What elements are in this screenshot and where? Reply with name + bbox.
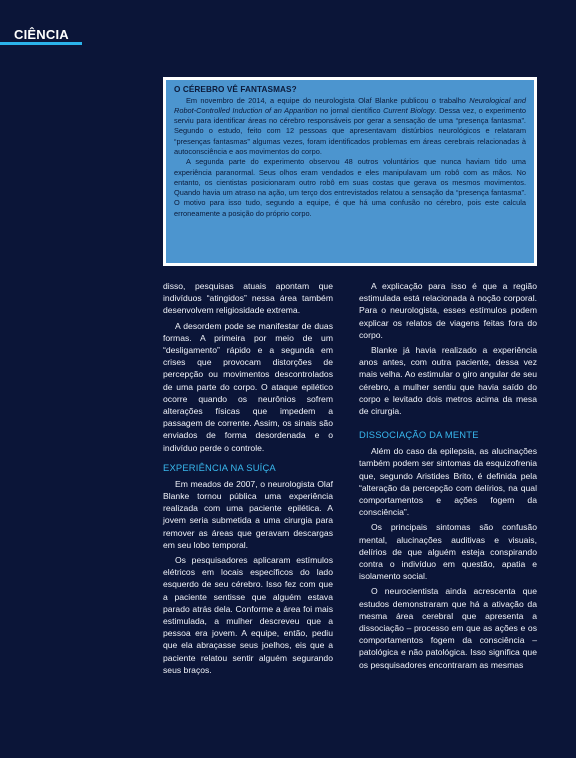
box-p1-text-a: Em novembro de 2014, a equipe do neurologista Olaf Blanke publicou o trabalho	[186, 95, 470, 105]
right-paragraph-1: A explicação para isso é que a região estimulada está relacionada à noção corporal. Para o neurologista, esses estímulos podem explicar os relatos de viagens feitas fora do corpo.	[359, 281, 537, 340]
section-underline	[0, 42, 82, 45]
right-paragraph-5: O neurocientista ainda acrescenta que estudos demonstraram que há a ativação da mesma área cerebral que apresenta a dissociação – processo em que as ações e os comportamentos fogem da consciência – patológica e não patológica. Isso significa que os pesquisadores encontraram as mesmas	[359, 586, 537, 670]
box-title: O CÉREBRO VÊ FANTASMAS?	[174, 85, 297, 94]
box-p1-text-b: no jornal científico	[317, 105, 384, 115]
subheading-experiencia-suica: EXPERIÊNCIA NA SUÍÇA	[163, 461, 276, 473]
right-paragraph-2: Blanke já havia realizado a experiência anos antes, com outra paciente, dessa vez mais velha. Ao estimular o giro angular de seu cérebro, a mulher sentiu que havia saído do corpo e levitado dois metros acima da mesa de cirurgia.	[359, 345, 537, 417]
left-paragraph-3: Em meados de 2007, o neurologista Olaf Blanke tornou pública uma experiência realizada com uma paciente epilética. A jovem seria submetida a uma cirurgia para remover as áreas que geravam descargas em seu lobo temporal.	[163, 478, 333, 550]
box-paragraph-1	[174, 96, 526, 158]
right-paragraph-3: Além do caso da epilepsia, as alucinações também podem ser sintomas da esquizofrenia que, segundo Aristides Brito, é definida pela “alteração da percepção com delírios, na qual comportamentos e ações fogem da consciência”.	[359, 446, 537, 518]
box-p1-article-title: Neurological and Robot-Controlled Induction of an Apparition	[174, 95, 526, 115]
sidebar-box	[163, 77, 537, 266]
box-p1-text-c: . Dessa vez, o experimento serviu para identificar áreas no cérebro responsáveis por gerar a sensação de uma “presença fantasma”. Segundo o estudo, feito com 12 pessoas que apresentavam distúrbios neurológicos e relataram “presenças fantasmas” algumas vezes, foram identificados problemas em áreas cerebrais relacionadas à autoconsciência e aos movimentos do corpo.	[174, 105, 527, 156]
right-paragraph-4: Os principais sintomas são confusão mental, alucinações auditivas e visuais, delírios de que alguém esteja conspirando contra o indivíduo em questão, apatia e isolamento social.	[359, 522, 537, 582]
box-paragraph-2: A segunda parte do experimento observou 48 outros voluntários que nunca haviam tido uma experiência paranormal. Seus olhos eram vendados e eles manipulavam um robô com as mãos. No entanto, os cientistas posicionaram outro robô em suas costas que gerava os mesmos movimentos. Quando havia um atraso na ação, um terço dos entrevistados relatou a sensação da “presença fantasma”. O motivo para isso tudo, segundo a equipe, é que há uma confusão no cérebro, pois este calcula erroneamente a posição do próprio corpo.	[174, 157, 526, 218]
left-column	[163, 280, 333, 679]
left-paragraph-2: A desordem pode se manifestar de duas formas. A primeira por meio de um “desligamento” rápido e a segunda em crises que provocam distorções de percepção ou movimentos descontrolados de uma parte do corpo. O ataque epilético ocorre quando os neurônios sofrem alterações físicas que impedem a passagem de corrente. Assim, os sinais são enviados de forma desordenada e o indivíduo perde o controle.	[163, 320, 333, 453]
right-column	[359, 280, 537, 674]
box-p1-journal-name: Current Biology	[383, 105, 435, 115]
left-paragraph-1: disso, pesquisas atuais apontam que indivíduos “atingidos” nessa área também desenvolvem religiosidade extrema.	[163, 281, 333, 316]
section-label: CIÊNCIA	[14, 27, 69, 42]
subheading-dissociacao-mente: DISSOCIAÇÃO DA MENTE	[359, 429, 479, 441]
left-paragraph-4: Os pesquisadores aplicaram estímulos elétricos em locais específicos do lado esquerdo de seu cérebro. Isso fez com que a paciente sentisse que alguém estava parado atrás dela. Conforme a área foi mais estimulada, a mulher descreveu que a pessoa era jovem. A equipe, então, pediu que ela abraçasse seus joelhos, eis que a paciente relatou sentir alguém segurando seus braços.	[163, 555, 333, 675]
